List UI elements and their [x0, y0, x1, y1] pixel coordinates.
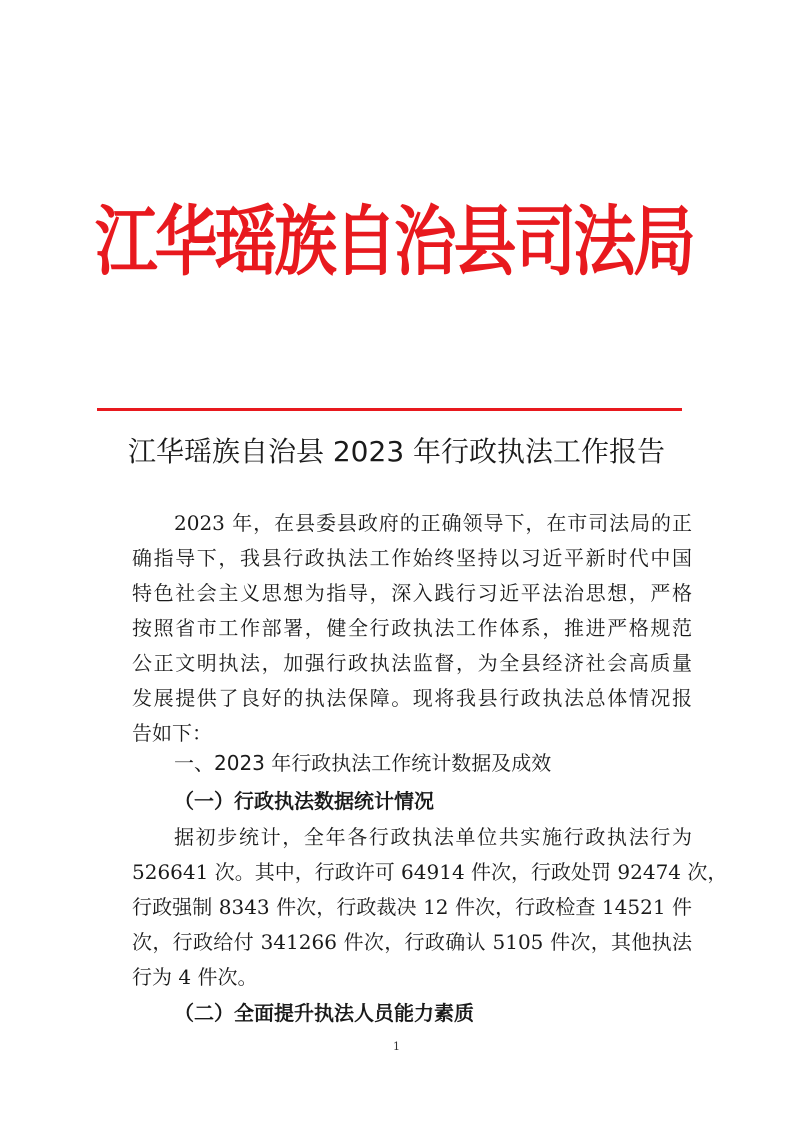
intro-line-6: 发展提供了良好的执法保障。现将我县行政执法总体情况报: [132, 686, 692, 710]
intro-line-1: 2023 年，在县委县政府的正确领导下，在市司法局的正: [174, 511, 692, 535]
subsection-heading-2: （二）全面提升执法人员能力素质: [174, 1001, 474, 1025]
intro-line-5: 公正文明执法，加强行政执法监督，为全县经济社会高质量: [132, 651, 692, 675]
stats-line-1: 据初步统计，全年各行政执法单位共实施行政执法行为: [174, 825, 692, 849]
stats-line-3: 行政强制 8343 件次，行政裁决 12 件次，行政检查 14521 件: [132, 895, 692, 919]
stats-line-2: 526641 次。其中，行政许可 64914 件次，行政处罚 92474 次，: [132, 860, 728, 884]
agency-masthead: 江华瑶族自治县司法局: [95, 197, 694, 287]
intro-line-4: 按照省市工作部署，健全行政执法工作体系，推进严格规范: [132, 616, 692, 640]
intro-line-7: 告如下：: [132, 721, 212, 745]
stats-line-5: 行为 4 件次。: [132, 965, 258, 989]
red-divider-line: [97, 408, 682, 411]
section-heading-1: 一、2023 年行政执法工作统计数据及成效: [174, 751, 552, 775]
subsection-heading-1: （一）行政执法数据统计情况: [174, 789, 434, 813]
stats-line-4: 次，行政给付 341266 件次，行政确认 5105 件次，其他执法: [132, 930, 692, 954]
document-title: 江华瑶族自治县 2023 年行政执法工作报告: [127, 435, 666, 468]
page-number: 1: [393, 1040, 400, 1053]
intro-line-2: 确指导下，我县行政执法工作始终坚持以习近平新时代中国: [132, 546, 692, 570]
intro-line-3: 特色社会主义思想为指导，深入践行习近平法治思想，严格: [132, 581, 692, 605]
